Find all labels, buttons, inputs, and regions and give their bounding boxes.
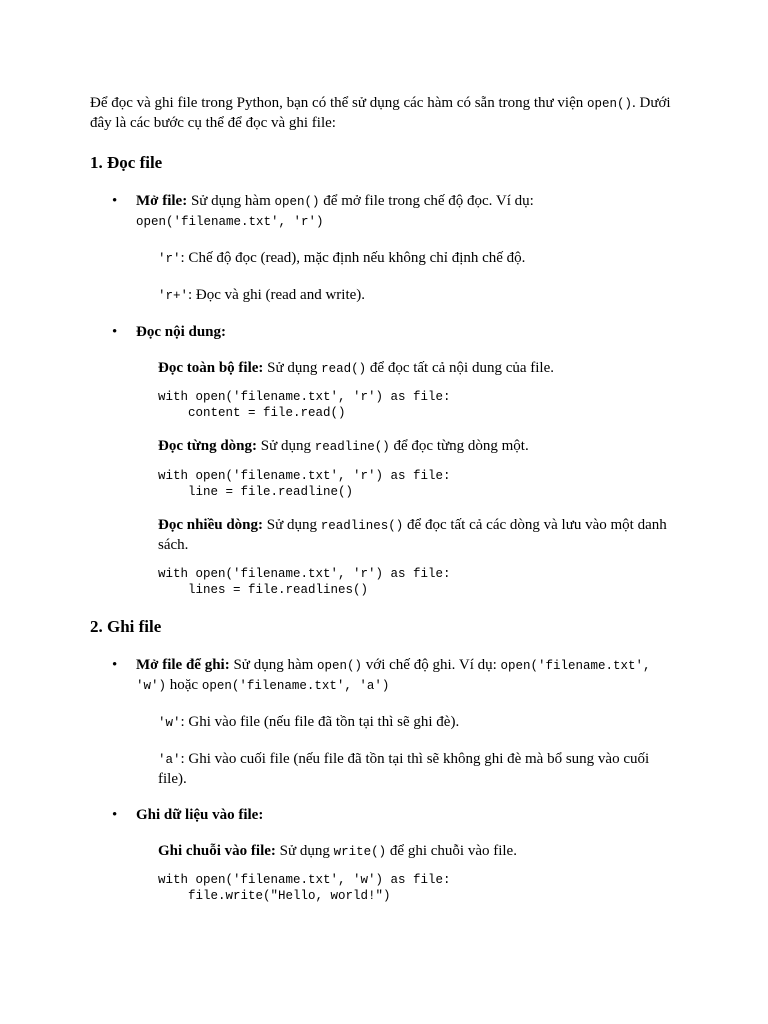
mode-w-paragraph (158, 713, 680, 733)
inline-code: open('filename.txt', 'r') (136, 215, 324, 229)
inline-code: 'a' (158, 753, 181, 767)
item-text: Sử dụng hàm (229, 657, 318, 673)
read-lines-paragraph (158, 516, 680, 555)
inline-code: 'r' (158, 252, 181, 266)
mode-text: : Chế độ đọc (read), mặc định nếu không chỉ định chế độ. (180, 250, 526, 266)
intro-text: Để đọc và ghi file trong Python, bạn có thể sử dụng các hàm có sẵn trong thư viện (90, 95, 587, 111)
list-item-open-file (90, 192, 680, 232)
read-list-2 (90, 323, 680, 342)
item-label: Mở file để ghi: (136, 657, 230, 673)
list-item-read-content (90, 323, 680, 342)
inline-code: open('filename.txt', 'a') (201, 679, 390, 693)
item-text: hoặc (166, 677, 202, 693)
inline-code: readlines() (320, 519, 404, 533)
inline-code: open('filename.txt', 'w') (136, 659, 651, 693)
item-text: để ghi chuỗi vào file. (386, 843, 517, 859)
item-text: để đọc từng dòng một. (389, 438, 529, 454)
intro-paragraph (90, 94, 680, 133)
item-label: Đọc nhiều dòng: (158, 517, 264, 533)
item-label: Mở file: (136, 193, 188, 209)
item-text: để đọc tất cả các dòng và lưu vào một danh sách. (158, 517, 667, 553)
list-item-write-data (90, 806, 680, 825)
read-list (90, 192, 680, 232)
item-text: Sử dụng (263, 360, 322, 376)
item-text: Sử dụng (263, 517, 321, 533)
inline-code: open() (586, 97, 632, 111)
read-line-paragraph (158, 437, 680, 457)
section-heading-write: 2. Ghi file (90, 617, 162, 636)
item-label: Đọc toàn bộ file: (158, 360, 264, 376)
item-text: Sử dụng (257, 438, 315, 454)
inline-code: 'r+' (158, 289, 189, 303)
item-label: Đọc từng dòng: (158, 438, 258, 454)
inline-code: read() (321, 362, 367, 376)
code-block-readlines: with open('filename.txt', 'r') as file: lines = file.readlines() (158, 567, 451, 597)
list-item-open-write (90, 656, 680, 696)
item-text: để đọc tất cả nội dung của file. (366, 360, 555, 376)
intro-text: . Dưới đây là các bước cụ thể để đọc và ghi file: (90, 95, 671, 131)
inline-code: 'w' (158, 716, 181, 730)
item-text: Sử dụng hàm (187, 193, 275, 209)
mode-a-paragraph (158, 750, 680, 789)
item-label: Đọc nội dung: (136, 324, 227, 340)
section-heading-read: 1. Đọc file (90, 153, 163, 172)
inline-code: open() (317, 659, 363, 673)
item-text: với chế độ ghi. Ví dụ: (362, 657, 501, 673)
code-block-write: with open('filename.txt', 'w') as file: file.write("Hello, world!") (158, 873, 451, 903)
mode-r-paragraph (158, 249, 680, 269)
mode-text: : Ghi vào file (nếu file đã tồn tại thì sẽ ghi đè). (180, 714, 460, 730)
read-all-paragraph (158, 359, 680, 379)
item-text: Sử dụng (275, 843, 334, 859)
inline-code: readline() (314, 440, 390, 454)
inline-code: open() (274, 195, 320, 209)
code-block-read: with open('filename.txt', 'r') as file: content = file.read() (158, 390, 451, 420)
code-block-readline: with open('filename.txt', 'r') as file: line = file.readline() (158, 469, 451, 499)
write-list-2 (90, 806, 680, 825)
item-label: Ghi chuỗi vào file: (158, 843, 276, 859)
mode-text: : Ghi vào cuối file (nếu file đã tồn tại thì sẽ không ghi đè mà bổ sung vào cuối file). (158, 751, 650, 787)
inline-code: write() (333, 845, 387, 859)
document-body (90, 94, 680, 904)
item-text: để mở file trong chế độ đọc. Ví dụ: (319, 193, 534, 209)
mode-rplus-paragraph (158, 286, 680, 306)
item-label: Ghi dữ liệu vào file: (136, 807, 264, 823)
write-str-paragraph (158, 842, 680, 862)
mode-text: : Đọc và ghi (read and write). (188, 287, 366, 303)
write-list (90, 656, 680, 696)
